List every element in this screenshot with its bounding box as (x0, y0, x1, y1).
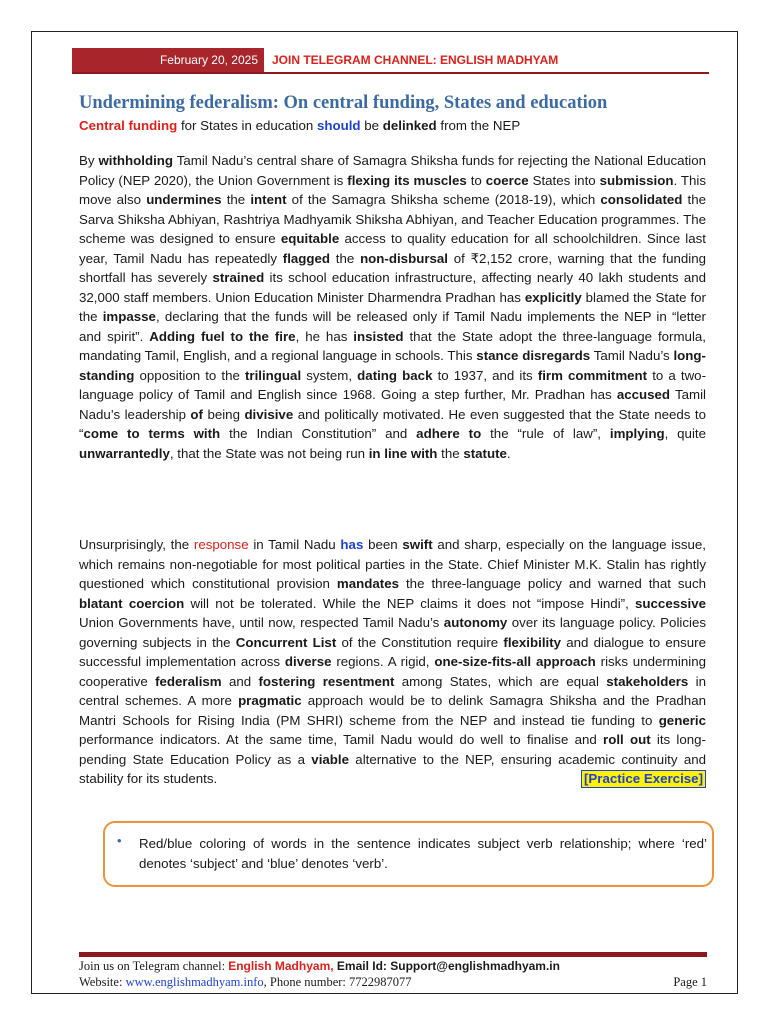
paragraph-1 (79, 151, 706, 463)
vocab-term: roll out (603, 732, 651, 747)
body-text: , he has (295, 328, 354, 344)
vocab-term: trilingual (245, 367, 302, 383)
vocab-term: flexing its muscles (347, 172, 467, 188)
body-text: , quite (664, 426, 706, 441)
vocab-term: Adding fuel to the fire (149, 328, 296, 344)
vocab-term: diverse (284, 654, 332, 669)
vocab-term: consolidated (600, 192, 683, 207)
body-text: and politically motivated. He even suggested that the State needs to “ (79, 406, 706, 441)
vocab-term: undermines (146, 192, 222, 207)
body-text: the (330, 250, 361, 266)
vocab-term: come to terms with (83, 426, 221, 441)
body-text: the “rule of law”, (481, 426, 610, 441)
vocab-term: blatant coercion (79, 595, 185, 611)
vocab-term: stakeholders (606, 673, 689, 689)
vocab-term: Concurrent List (235, 634, 337, 650)
footer-email[interactable]: Email Id: Support@englishmadhyam.in (333, 959, 560, 973)
vocab-term: submission (599, 172, 674, 188)
body-text: blamed the State for the (79, 289, 706, 324)
vocab-term: in line with (368, 445, 438, 461)
body-text: . (506, 445, 511, 461)
body-text: Tamil Nadu’s central share of Samagra Shiksha funds for rejecting the National Education Policy (NEP 2020), the Union Government is (79, 153, 707, 188)
body-text: of ₹2,152 crore, warning that the funding shortfall has severely (79, 250, 706, 285)
body-text: will not be tolerated. While the NEP claims it does not “impose Hindi”, (184, 595, 636, 611)
note-text: Red/blue coloring of words in the sentence indicates subject verb relationship; where ‘red’ denotes ‘subject’ and ‘blue’ denotes ‘verb’. (139, 836, 707, 871)
body-text: and dialogue to ensure successful implementation across (79, 634, 706, 669)
body-text: its school education infrastructure, affecting nearly 40 lakh students and 32,000 staff members. Union Education Minister Dharmendra Pradhan has (79, 270, 706, 305)
vocab-term: equitable (280, 231, 340, 246)
footer-website-link[interactable]: www.englishmadhyam.info (125, 975, 264, 989)
body-text: the Sarva Shiksha Abhiyan, Rashtriya Madhyamik Shiksha Abhiyan, and Teacher Education programmes. The scheme was designed to ensure (79, 192, 707, 246)
vocab-term: one-size-fits-all approach (434, 654, 596, 669)
vocab-term: autonomy (443, 615, 508, 630)
vocab-term: impasse (102, 309, 156, 324)
subject-word: Central funding (79, 118, 178, 133)
vocab-term: statute (463, 445, 507, 461)
vocab-term: divisive (244, 406, 294, 422)
body-text: opposition to the (134, 367, 245, 383)
footer-join-label: Join us on Telegram channel: (79, 959, 229, 973)
body-text: access to quality education for all schoolchildren. Since last year, Tamil Nadu has repeatedly (79, 231, 706, 266)
footer-website-label: Website: (79, 975, 126, 989)
vocab-term: generic (658, 712, 706, 728)
vocab-term: withholding (98, 153, 174, 168)
article-title: Undermining federalism: On central funding, States and education (79, 93, 608, 113)
body-text: to a two-language policy of Tamil and English since 1968. Going a step further, Mr. Pradhan has (79, 367, 706, 402)
body-text: risks undermining cooperative (79, 654, 706, 689)
vocab-term: successive (635, 595, 706, 611)
vocab-term: adhere to (416, 426, 482, 441)
vocab-term: dating back (357, 367, 433, 383)
verb-word: should (316, 118, 361, 133)
body-text: of the Constitution require (336, 634, 504, 650)
telegram-cta[interactable]: JOIN TELEGRAM CHANNEL: ENGLISH MADHYAM (272, 53, 559, 67)
vocab-term: pragmatic (238, 693, 302, 708)
body-text: the Indian Constitution” and (220, 426, 417, 441)
body-text: Union Governments have, until now, respected Tamil Nadu’s (79, 615, 444, 630)
body-text: of the Samagra Shiksha scheme (2018-19), which (286, 192, 601, 207)
note-box (103, 821, 714, 887)
footer-divider (79, 952, 707, 957)
subject-word: response (193, 537, 249, 552)
vocab-term: mandates (336, 576, 399, 591)
vocab-term: intent (250, 192, 287, 207)
vocab-term: implying (609, 426, 665, 441)
bullet-icon: • (117, 833, 122, 848)
body-text: alternative to the NEP, ensuring academic continuity and stability for its students. (79, 751, 706, 786)
vocab-term: flexibility (503, 634, 562, 650)
body-text: being (202, 406, 245, 422)
vocab-term: of (190, 406, 203, 422)
body-text: , declaring that the funds will be released only if Tamil Nadu implements the NEP in “letter and spirit”. (79, 309, 706, 344)
body-text: in central schemes. A more (79, 673, 706, 708)
vocab-term: accused (616, 387, 671, 402)
body-text: and sharp, especially on the language issue, which remains non-negotiable for most political parties in the State. Chief Minister M.K. Stalin has rightly questioned which constitutional provision (79, 537, 706, 591)
footer-contact (79, 959, 707, 974)
footer-website-row (79, 975, 707, 990)
vocab-term: insisted (353, 328, 404, 344)
vocab-term: unwarrantedly (79, 445, 170, 461)
body-text: among States, which are equal (394, 673, 607, 689)
header-bar (72, 48, 709, 74)
subtitle-text: from the NEP (436, 118, 521, 133)
body-text: its long-pending State Education Policy as a (79, 732, 706, 767)
vocab-term: viable (311, 751, 349, 767)
body-text: the (221, 192, 251, 207)
vocab-term: stance disregards (476, 348, 591, 363)
body-text: approach would be to delink Samagra Shiksha and the Pradhan Mantri Schools for Rising India (PM SHRI) scheme from the NEP and instead tie funding to (79, 693, 706, 728)
body-text: regions. A rigid, (331, 654, 435, 669)
body-text: the three-language policy and warned that such (398, 576, 706, 591)
vocab-term: firm commitment (537, 367, 648, 383)
body-text: over its language policy. Policies governing subjects in the (79, 615, 706, 650)
body-text: Unsurprisingly, the (79, 537, 194, 552)
body-text: to (466, 172, 486, 188)
subtitle-text: for States in education (177, 118, 317, 133)
vocab-term: non-disbursal (360, 250, 448, 266)
vocab-term: strained (212, 270, 265, 285)
vocab-term: explicitly (524, 289, 582, 305)
practice-exercise-badge[interactable]: [Practice Exercise] (581, 770, 706, 788)
body-text: Tamil Nadu’s leadership (79, 387, 707, 422)
vocab-term: federalism (155, 673, 222, 689)
paragraph-2 (79, 535, 706, 789)
date-badge: February 20, 2025 (72, 48, 264, 72)
body-text: Tamil Nadu’s (590, 348, 674, 363)
body-text: States into (528, 172, 600, 188)
body-text: . This move also (79, 172, 707, 207)
body-text: in Tamil Nadu (248, 537, 341, 552)
verb-word: has (340, 537, 364, 552)
vocab-term: coerce (485, 172, 529, 188)
body-text: system, (301, 367, 358, 383)
vocab-term: long-standing (79, 348, 706, 383)
footer-channel-link[interactable]: English Madhyam, (228, 959, 334, 973)
body-text: been (363, 537, 403, 552)
body-text: performance indicators. At the same time, Tamil Nadu would do well to finalise and (79, 732, 604, 747)
body-text: to 1937, and its (432, 367, 538, 383)
body-text: By (79, 153, 99, 168)
body-text: and (221, 673, 259, 689)
article-subtitle (79, 118, 520, 133)
page-number: Page 1 (673, 975, 707, 989)
body-text: , that the State was not being run (169, 445, 369, 461)
body-text: that the State adopt the three-language formula, mandating Tamil, English, and a regional language in schools. This (79, 328, 706, 363)
vocab-term: swift (402, 537, 433, 552)
subtitle-text: be (360, 118, 383, 133)
subtitle-bold-word: delinked (382, 118, 437, 133)
body-text: the (437, 445, 464, 461)
vocab-term: fostering resentment (258, 673, 395, 689)
vocab-term: flagged (282, 250, 331, 266)
footer-phone: , Phone number: 7722987077 (263, 975, 412, 989)
